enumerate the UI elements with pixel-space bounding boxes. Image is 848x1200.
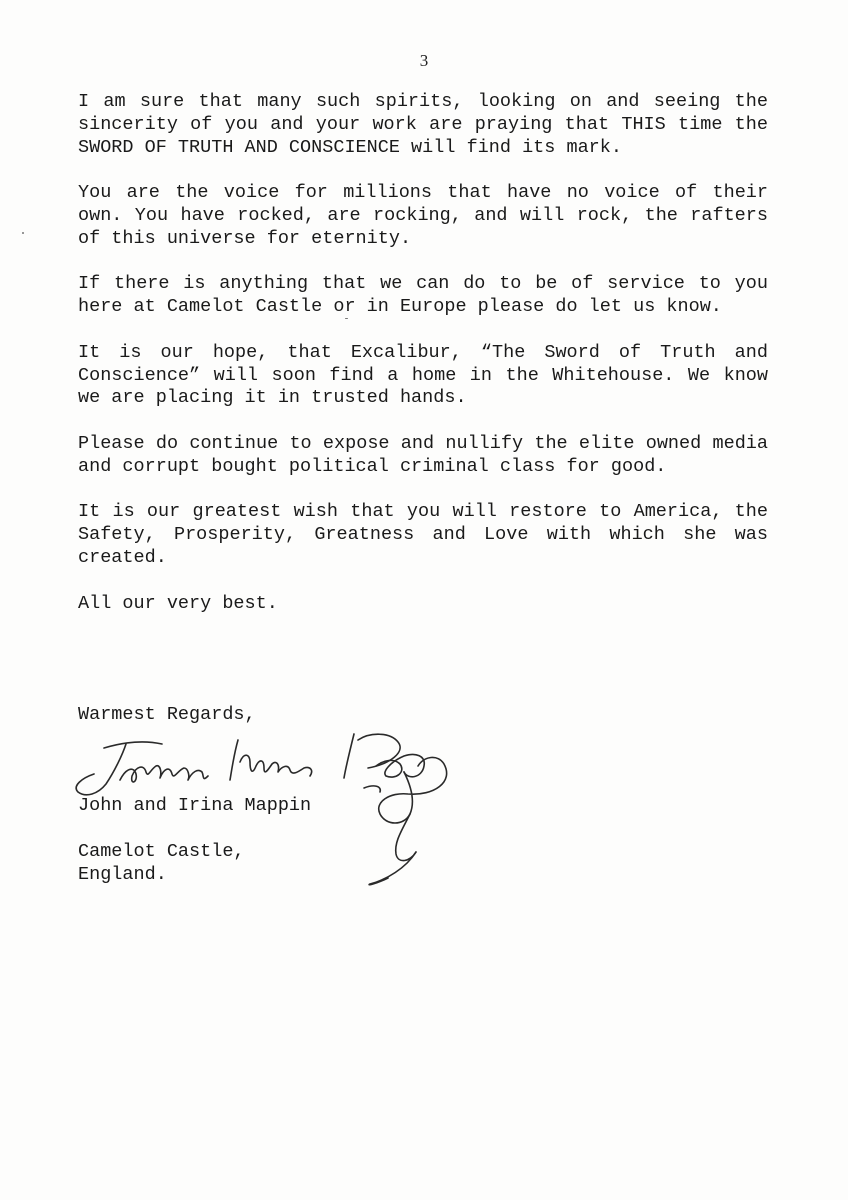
letter-body	[78, 91, 768, 638]
paragraph-expose: Please do continue to expose and nullify the elite owned media and corrupt bought political criminal class for good.	[78, 432, 768, 477]
paragraph-best: All our very best.	[78, 592, 278, 614]
page-number: 3	[419, 51, 429, 70]
paper-speck	[22, 232, 24, 234]
signatories-name: John and Irina Mappin	[78, 795, 312, 816]
paragraph-spirits: I am sure that many such spirits, looking on and seeing the sincerity of you and your work are praying that THIS time the SWORD OF TRUTH AND CONSCIENCE will find its mark.	[78, 91, 768, 158]
paper-speck	[345, 318, 348, 319]
paragraph-voice: You are the voice for millions that have no voice of their own. You have rocked, are rocking, and will rock, the rafters of this universe for eternity.	[78, 182, 768, 249]
closing-salutation: Warmest Regards,	[78, 704, 256, 725]
paragraph-wish: It is our greatest wish that you will restore to America, the Safety, Prosperity, Greatness and Love with which she was created.	[78, 501, 768, 568]
address-line-1: Camelot Castle,	[78, 841, 245, 862]
address-line-2: England.	[78, 864, 167, 885]
paragraph-service: If there is anything that we can do to be of service to you here at Camelot Castle or in Europe please do let us know.	[78, 273, 768, 318]
paragraph-excalibur: It is our hope, that Excalibur, “The Sword of Truth and Conscience” will soon find a home in the Whitehouse. We know we are placing it in trusted hands.	[78, 341, 768, 409]
